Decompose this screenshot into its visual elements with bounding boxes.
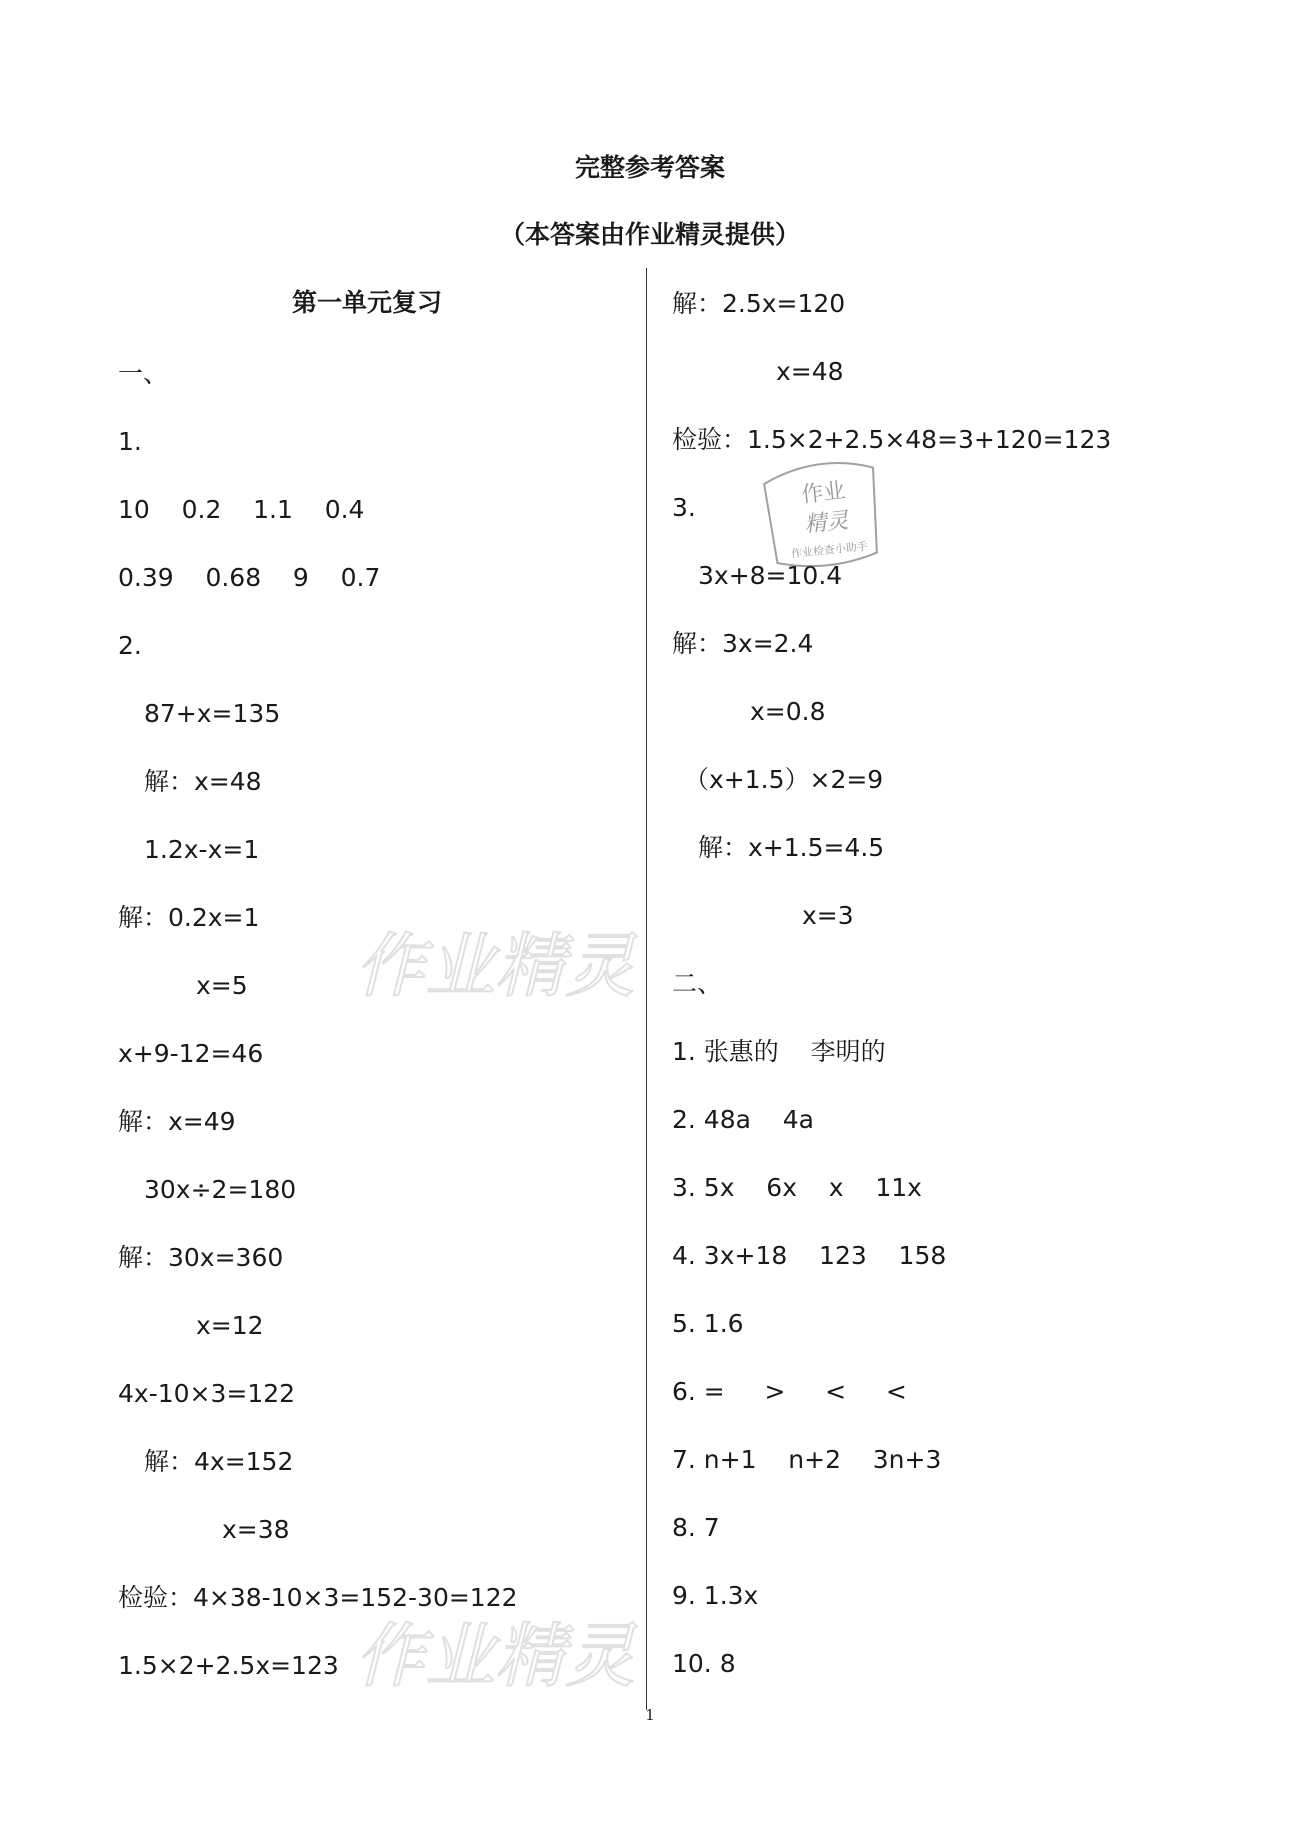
answer-line: 7. n+1 n+2 3n+3 bbox=[672, 1445, 942, 1474]
svg-text:精灵: 精灵 bbox=[803, 508, 850, 538]
answer-line: 3. 5x 6x x 11x bbox=[672, 1173, 922, 1202]
answer-line: 检验：4×38-10×3=152-30=122 bbox=[118, 1583, 518, 1612]
answer-line: 10 0.2 1.1 0.4 bbox=[118, 495, 365, 524]
answer-line: 解：3x=2.4 bbox=[672, 629, 814, 658]
answer-line: 10. 8 bbox=[672, 1649, 736, 1678]
answer-line: 2. 48a 4a bbox=[672, 1105, 814, 1134]
answer-line: 9. 1.3x bbox=[672, 1581, 759, 1610]
answer-line: 30x÷2=180 bbox=[144, 1175, 297, 1204]
answer-line: 0.39 0.68 9 0.7 bbox=[118, 563, 381, 592]
answer-line: x=3 bbox=[802, 901, 854, 930]
answer-line: 4. 3x+18 123 158 bbox=[672, 1241, 947, 1270]
answer-line: 解：2.5x=120 bbox=[672, 289, 846, 318]
answer-line: 3x+8=10.4 bbox=[698, 561, 843, 590]
answer-line: x=0.8 bbox=[750, 697, 826, 726]
answer-line: （x+1.5）×2=9 bbox=[684, 765, 884, 794]
document-subtitle: （本答案由作业精灵提供） bbox=[499, 220, 800, 249]
page-number: 1 bbox=[645, 1706, 655, 1724]
answer-line: 解：0.2x=1 bbox=[118, 903, 260, 932]
svg-text:作业精灵: 作业精灵 bbox=[355, 1615, 635, 1697]
answer-line: 4x-10×3=122 bbox=[118, 1379, 296, 1408]
stamp-logo bbox=[748, 448, 898, 588]
answer-line: 1.2x-x=1 bbox=[144, 835, 260, 864]
watermark-logo bbox=[345, 1608, 645, 1708]
answer-line: 解：x=49 bbox=[118, 1107, 236, 1136]
svg-text:作业检查小助手: 作业检查小助手 bbox=[790, 539, 869, 561]
answer-line: 检验：1.5×2+2.5×48=3+120=123 bbox=[672, 425, 1112, 454]
answer-line: 一、 bbox=[118, 359, 169, 388]
answer-line: 3. bbox=[672, 493, 696, 522]
document-title: 完整参考答案 bbox=[574, 153, 725, 182]
answer-line: x=48 bbox=[776, 357, 844, 386]
answer-line: x=38 bbox=[222, 1515, 290, 1544]
answer-line: 6. = > < < bbox=[672, 1377, 907, 1406]
answer-line: 87+x=135 bbox=[144, 699, 281, 728]
answer-line: 5. 1.6 bbox=[672, 1309, 744, 1338]
column-divider bbox=[646, 268, 647, 1710]
answer-line: 解：4x=152 bbox=[144, 1447, 294, 1476]
answer-line: 8. 7 bbox=[672, 1513, 720, 1542]
watermark-logo bbox=[345, 918, 645, 1018]
svg-text:作业精灵: 作业精灵 bbox=[355, 925, 635, 1007]
answer-line: 二、 bbox=[672, 969, 723, 998]
answer-line: x=12 bbox=[196, 1311, 264, 1340]
answer-line: 1. 张惠的 李明的 bbox=[672, 1037, 886, 1066]
section-title: 第一单元复习 bbox=[292, 288, 443, 317]
answer-line: 1.5×2+2.5x=123 bbox=[118, 1651, 339, 1680]
answer-line: 解：30x=360 bbox=[118, 1243, 284, 1272]
svg-text:作业: 作业 bbox=[800, 478, 847, 509]
answer-line: 2. bbox=[118, 631, 142, 660]
answer-line: x=5 bbox=[196, 971, 248, 1000]
answer-line: x+9-12=46 bbox=[118, 1039, 264, 1068]
answer-line: 解：x+1.5=4.5 bbox=[698, 833, 885, 862]
answer-line: 解：x=48 bbox=[144, 767, 262, 796]
answer-line: 1. bbox=[118, 427, 142, 456]
